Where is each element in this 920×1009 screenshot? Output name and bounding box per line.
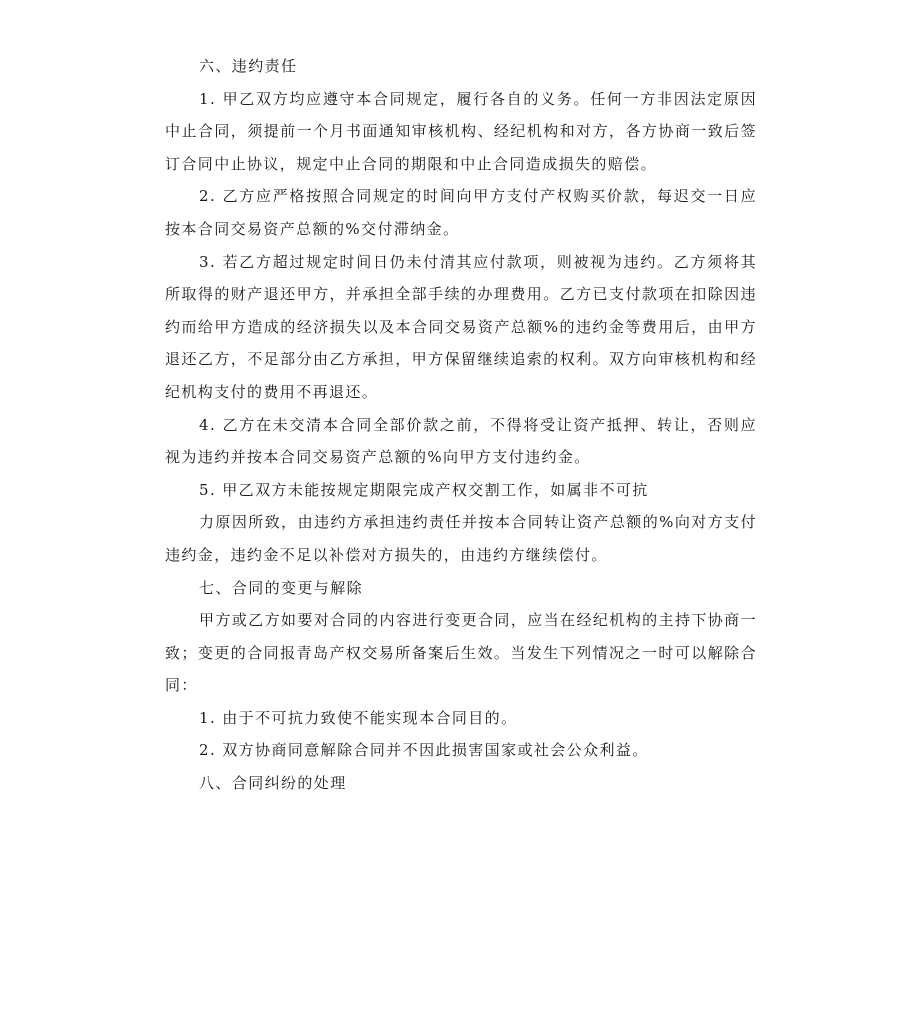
- clause-6-5: 5. 甲乙双方未能按规定期限完成产权交割工作，如属非不可抗: [199, 480, 649, 499]
- section-7-paragraph: 甲方或乙方如要对合同的内容进行变更合同，应当在经纪机构的主持下协商一致；变更的合同报青岛产权交易所备案后生效。当发生下列情况之一时可以解除合同：: [165, 611, 757, 695]
- section-heading-dispute-handling: 八、合同纠纷的处理: [199, 774, 347, 793]
- clause-6-4: 4. 乙方在未交清本合同全部价款之前，不得将受让资产抵押、转让，否则应视为违约并按本合同交易资产总额的%向甲方支付违约金。: [165, 415, 757, 467]
- document-page: [165, 50, 757, 800]
- clause-6-1: 1. 甲乙双方均应遵守本合同规定，履行各自的义务。任何一方非因法定原因中止合同，须提前一个月书面通知审核机构、经纪机构和对方，各方协商一致后签订合同中止协议，规定中止合同的期限和中止合同造成损失的赔偿。: [165, 89, 757, 173]
- clause-6-5-continued: 力原因所致，由违约方承担违约责任并按本合同转让资产总额的%向对方支付违约金，违约金不足以补偿对方损失的，由违约方继续偿付。: [165, 513, 757, 564]
- section-heading-change-termination: 七、合同的变更与解除: [199, 578, 364, 597]
- clause-6-2: 2. 乙方应严格按照合同规定的时间向甲方支付产权购买价款，每迟交一日应按本合同交易资产总额的%交付滞纳金。: [165, 187, 757, 238]
- clause-7-1: 1. 由于不可抗力致使不能实现本合同目的。: [199, 708, 518, 727]
- section-heading-breach-liability: 六、违约责任: [199, 57, 298, 75]
- clause-7-2: 2. 双方协商同意解除合同并不因此损害国家或社会公众利益。: [199, 741, 649, 760]
- clause-6-3: 3. 若乙方超过规定时间日仍未付清其应付款项，则被视为违约。乙方须将其所取得的财产退还甲方，并承担全部手续的办理费用。乙方已支付款项在扣除因违约而给甲方造成的经济损失以及本合同交易资产总额%的违约金等费用后，由甲方退还乙方，不足部分由乙方承担，甲方保留继续追索的权利。双方向审核机构和经纪机构支付的费用不再退还。: [165, 252, 757, 401]
